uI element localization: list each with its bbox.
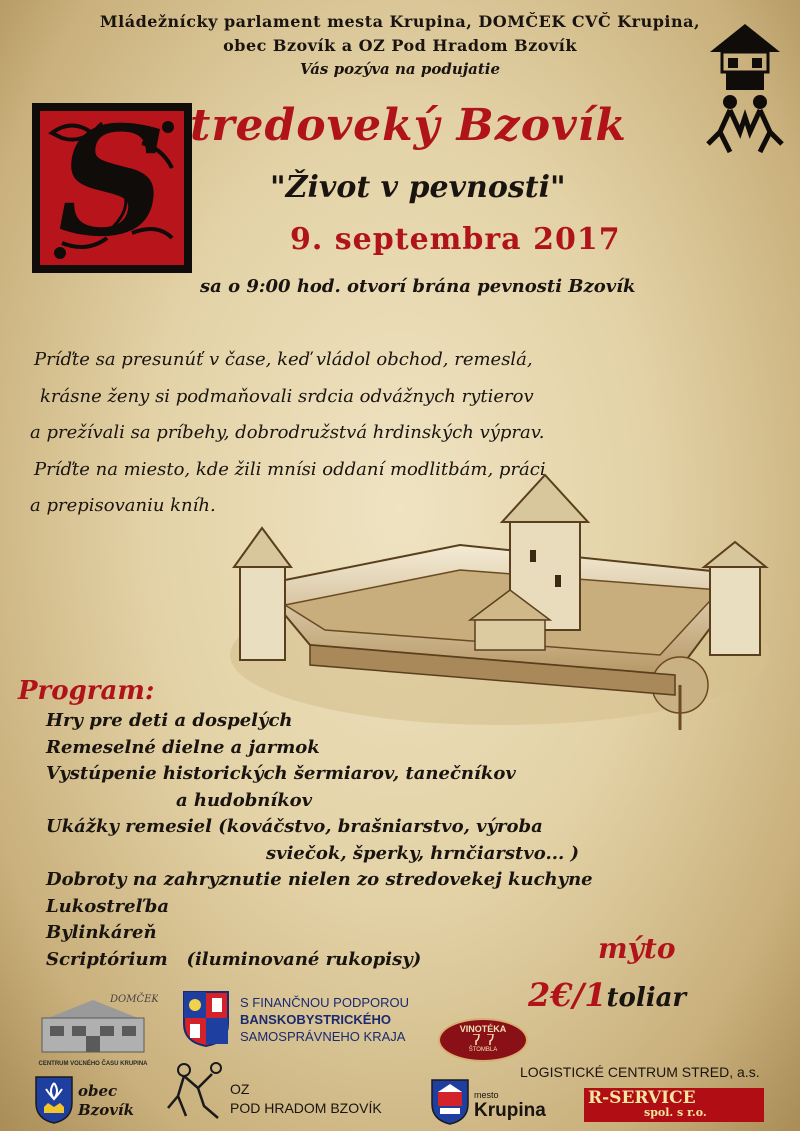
- regional-support-text: [240, 994, 409, 1045]
- program-item: Dobroty na zahryznutie nielen zo stredovekej kuchyne: [46, 869, 593, 890]
- krupina-shield-icon: [430, 1078, 470, 1126]
- program-item: a hudobníkov: [176, 789, 313, 811]
- obec-label-line-2: Bzovík: [78, 1101, 135, 1119]
- oz-label-line-2: POD HRADOM BZOVÍK: [230, 1100, 382, 1116]
- coat-of-arms-icon: [182, 990, 230, 1048]
- intro-line: a prežívali sa príbehy, dobrodružstvá hrdinských výprav.: [30, 422, 545, 443]
- mesto-krupina-label: [474, 1086, 546, 1119]
- toll-label: mýto: [598, 932, 676, 965]
- mesto-name: Krupina: [474, 1100, 546, 1121]
- tower-logo: [700, 22, 790, 162]
- gate-opening-text: sa o 9:00 hod. otvorí brána pevnosti Bzovík: [200, 276, 636, 297]
- wine-glass-icon: [470, 1034, 496, 1046]
- toll-price-value: 2€/1: [528, 976, 607, 1014]
- intro-line: Príďte na miesto, kde žili mnísi oddaní modlitbám, práci: [34, 458, 546, 480]
- support-line-2: BANSKOBYSTRICKÉHO: [240, 1012, 391, 1027]
- obec-bzovik-coat-of-arms: [34, 1075, 74, 1125]
- program-item: Vystúpenie historických šermiarov, tanečníkov: [46, 763, 516, 784]
- event-date: 9. septembra 2017: [290, 222, 621, 257]
- support-line-1: S FINANČNOU PODPOROU: [240, 995, 410, 1010]
- castle-drawing-icon: [230, 470, 775, 740]
- intro-line: Príďte sa presunúť v čase, keď vládol obchod, remeslá,: [34, 349, 533, 370]
- illuminated-initial: [32, 94, 192, 273]
- program-item: Remeselné dielne a jarmok: [46, 736, 320, 758]
- logistic-centre-label: LOGISTICKÉ CENTRUM STRED, a.s.: [520, 1064, 760, 1080]
- oz-pod-hradom-logo: [164, 1056, 232, 1126]
- organizers-line-1: Mládežnícky parlament mesta Krupina, DOMČEK CVČ Krupina,: [99, 12, 701, 31]
- r-service-subtitle: spol. s r.o.: [644, 1106, 707, 1119]
- oz-label-line-1: OZ: [230, 1081, 250, 1097]
- program-item: Ukážky remesiel (kováčstvo, brašniarstvo, výroba: [46, 816, 543, 837]
- vinoteka-subtitle: ŠTOMBLA: [468, 1047, 498, 1053]
- organizers-line-2: obec Bzovík a OZ Pod Hradom Bzovík: [223, 36, 577, 55]
- r-service-logo: [584, 1088, 764, 1122]
- intro-line: a prepisovaniu kníh.: [30, 495, 216, 516]
- svg-text:DOMČEK: DOMČEK: [110, 994, 158, 1005]
- program-item: Scriptórium (iluminované rukopisy): [46, 948, 422, 970]
- intro-line: krásne ženy si podmaňovali srdcia odvážnych rytierov: [40, 385, 534, 407]
- program-item: Hry pre deti a dospelých: [46, 710, 293, 731]
- domcek-logo: [28, 988, 158, 1060]
- support-line-3: SAMOSPRÁVNEHO KRAJA: [240, 1029, 406, 1044]
- obec-label-line-1: obec: [78, 1082, 118, 1100]
- toll-unit: toliar: [606, 983, 687, 1013]
- r-service-name: R-SERVICE: [588, 1088, 696, 1108]
- program-item: Bylinkáreň: [46, 922, 157, 943]
- krupina-coat-of-arms: [430, 1078, 470, 1126]
- vinoteka-logo: [438, 1018, 528, 1062]
- castle-illustration: [230, 470, 775, 740]
- program-heading: Program:: [18, 676, 155, 706]
- toll-price: [528, 976, 686, 1014]
- program-item: Lukostreľba: [46, 895, 169, 917]
- mesto-small-label: mesto: [474, 1090, 499, 1100]
- invite-text: Vás pozýva na podujatie: [299, 60, 501, 78]
- domcek-building-icon: [28, 988, 158, 1060]
- program-item: sviečok, šperky, hrnčiarstvo... ): [266, 842, 580, 864]
- tower-icon: [700, 22, 790, 162]
- domcek-caption: CENTRUM VOĽNÉHO ČASU KRUPINA: [38, 1061, 148, 1067]
- event-subtitle: "Život v pevnosti": [270, 170, 566, 205]
- oz-pod-hradom-label: [230, 1080, 382, 1118]
- event-title: tredoveký Bzovík: [190, 100, 627, 151]
- organizers-text: [0, 10, 800, 58]
- lily-crown-icon: [34, 1075, 74, 1125]
- vinoteka-name: VINOTÉKA: [459, 1024, 507, 1034]
- initial-letter: S: [57, 94, 167, 270]
- knight-silhouette-icon: [164, 1056, 232, 1126]
- bbsk-coat-of-arms: [182, 990, 230, 1048]
- obec-bzovik-label: [78, 1082, 134, 1120]
